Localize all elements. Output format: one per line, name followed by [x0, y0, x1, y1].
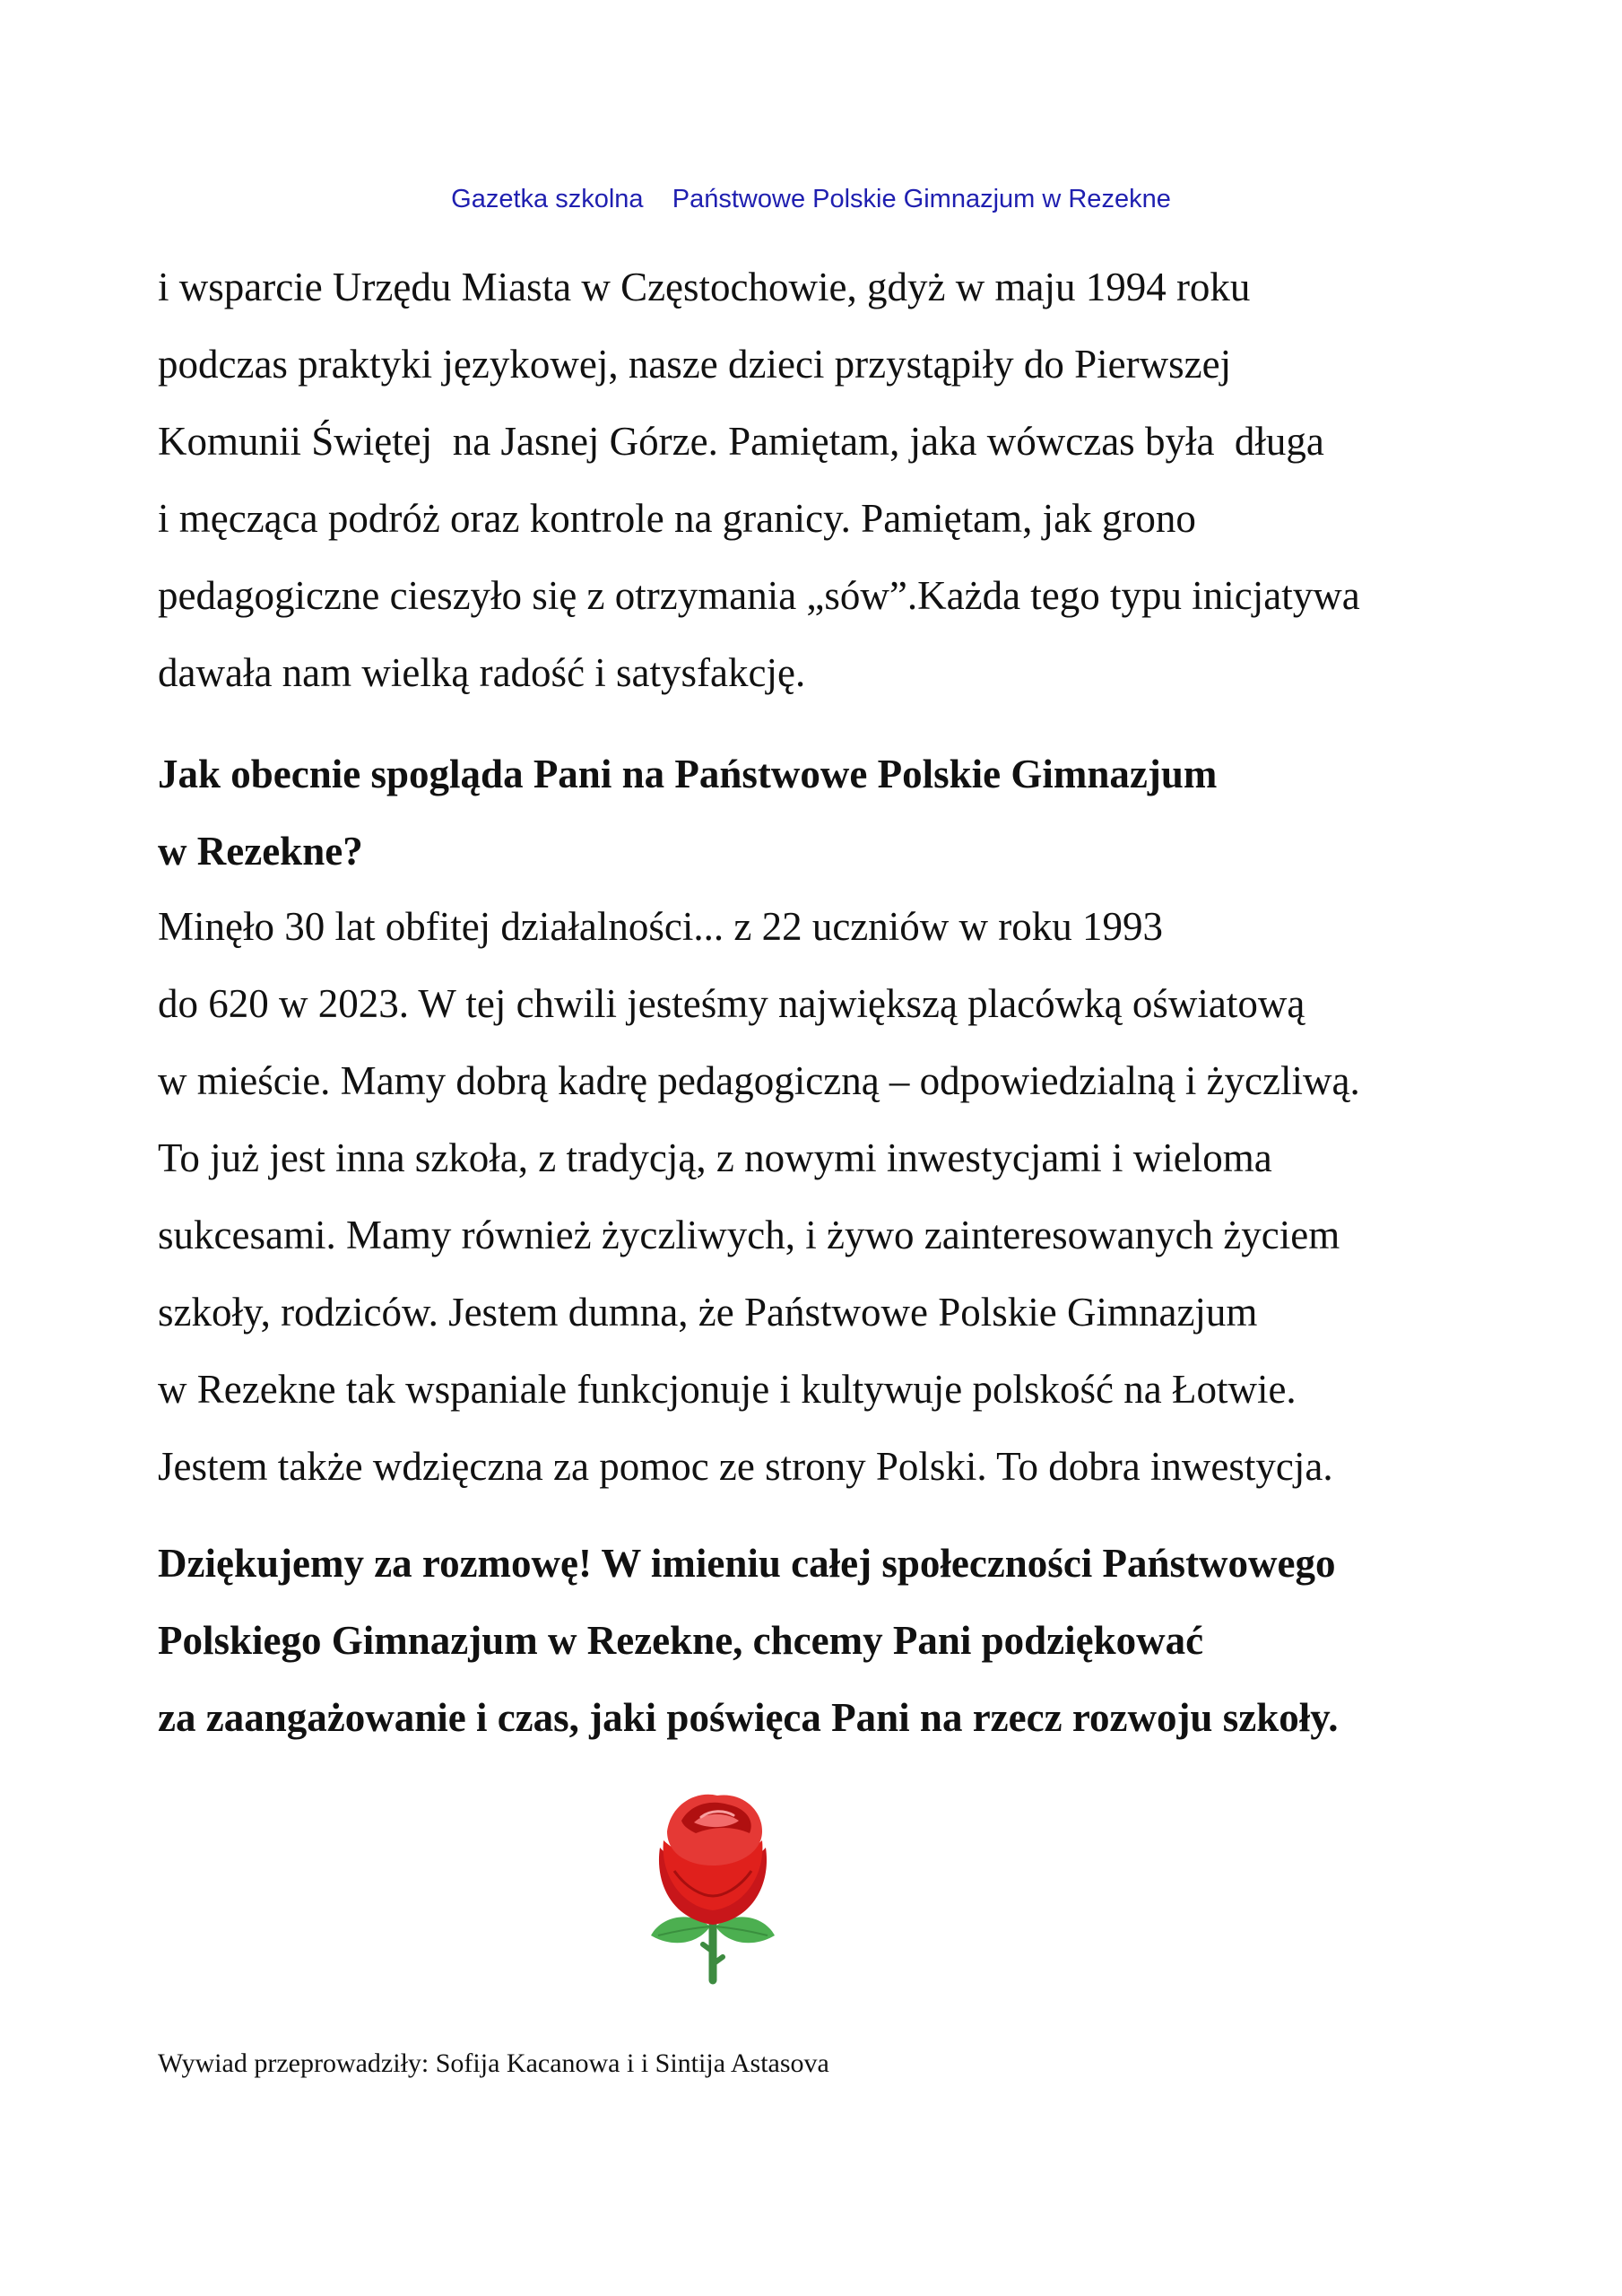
rose-icon	[628, 1785, 798, 1991]
closing-thanks	[158, 1525, 1339, 1756]
paragraph-answer-2	[158, 888, 1360, 1505]
text-line: i męcząca podróż oraz kontrole na granicy. Pamiętam, jak grono	[158, 496, 1196, 541]
text-line: pedagogiczne cieszyło się z otrzymania „sów”.Każda tego typu inicjatywa	[158, 573, 1360, 618]
text-line: w Rezekne tak wspaniale funkcjonuje i kultywuje polskość na Łotwie.	[158, 1367, 1297, 1412]
text-line: Dziękujemy za rozmowę! W imieniu całej społeczności Państwowego	[158, 1541, 1336, 1586]
text-line: To już jest inna szkoła, z tradycją, z nowymi inwestycjami i wieloma	[158, 1135, 1272, 1180]
interview-credit: Wywiad przeprowadziły: Sofija Kacanowa i i Sintija Astasova	[158, 2048, 829, 2078]
text-line: podczas praktyki językowej, nasze dzieci przystąpiły do Pierwszej	[158, 342, 1232, 387]
text-line: w mieście. Mamy dobrą kadrę pedagogiczną – odpowiedzialną i życzliwą.	[158, 1058, 1360, 1103]
page-header: Gazetka szkolna Państwowe Polskie Gimnazjum w Rezekne	[451, 185, 1171, 213]
text-line: szkoły, rodziców. Jestem dumna, że Państwowe Polskie Gimnazjum	[158, 1290, 1258, 1335]
text-line: i wsparcie Urzędu Miasta w Częstochowie, gdyż w maju 1994 roku	[158, 265, 1251, 309]
text-line: Polskiego Gimnazjum w Rezekne, chcemy Pani podziękować	[158, 1618, 1204, 1663]
text-line: sukcesami. Mamy również życzliwych, i żywo zainteresowanych życiem	[158, 1213, 1340, 1257]
text-line: Komunii Świętej na Jasnej Górze. Pamiętam, jaka wówczas była długa	[158, 419, 1324, 464]
text-line: w Rezekne?	[158, 829, 363, 874]
text-line: Jak obecnie spogląda Pani na Państwowe Polskie Gimnazjum	[158, 752, 1218, 796]
paragraph-answer-1	[158, 248, 1360, 711]
text-line: dawała nam wielką radość i satysfakcję.	[158, 650, 806, 695]
text-line: do 620 w 2023. W tej chwili jesteśmy największą placówką oświatową	[158, 981, 1305, 1026]
interview-question	[158, 735, 1217, 890]
text-line: Jestem także wdzięczna za pomoc ze strony Polski. To dobra inwestycja.	[158, 1444, 1333, 1489]
text-line: za zaangażowanie i czas, jaki poświęca Pani na rzecz rozwoju szkoły.	[158, 1695, 1339, 1740]
text-line: Minęło 30 lat obfitej działalności... z 22 uczniów w roku 1993	[158, 904, 1164, 949]
